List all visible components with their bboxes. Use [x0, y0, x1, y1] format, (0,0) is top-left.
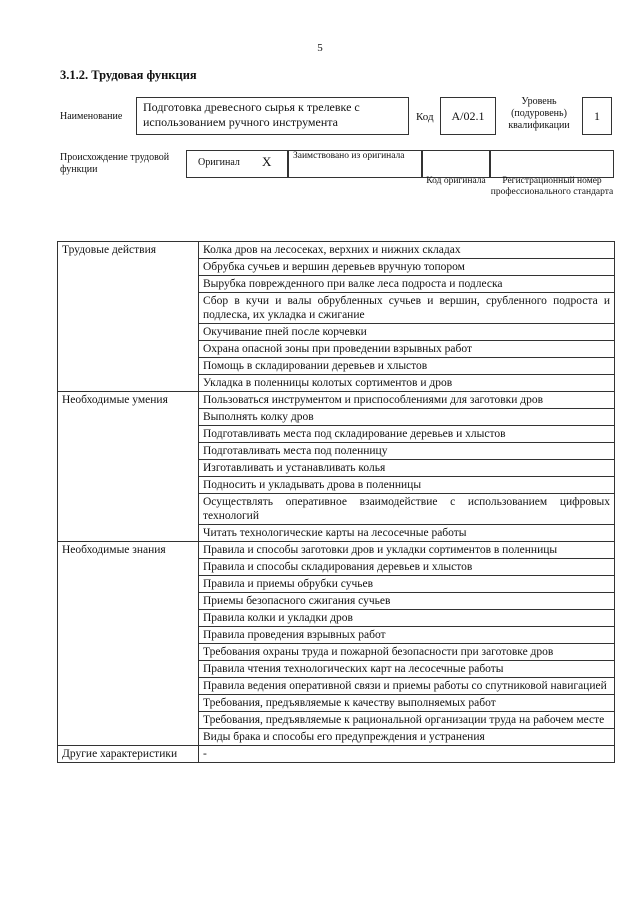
table-row — [58, 242, 615, 259]
item-cell: Подготавливать места под складирование деревьев и хлыстов — [199, 426, 615, 443]
item-cell: Осуществлять оперативное взаимодействие с использованием цифровых технологий — [199, 494, 615, 525]
name-box — [136, 97, 409, 135]
item-cell: Приемы безопасного сжигания сучьев — [199, 593, 615, 610]
page-number: 5 — [317, 42, 323, 54]
item-cell: Правила и способы складирования деревьев и хлыстов — [199, 559, 615, 576]
item-cell: Сбор в кучи и валы обрубленных сучьев и вершин, срубленного подроста и подлеска, их укладка и сжигание — [199, 293, 615, 324]
item-cell: Подготавливать места под поленницу — [199, 443, 615, 460]
level-value: 1 — [594, 109, 600, 123]
name-value: Подготовка древесного сырья к трелевке с использованием ручного инструмента — [143, 100, 360, 129]
item-cell: Охрана опасной зоны при проведении взрывных работ — [199, 341, 615, 358]
borrowed-label: Заимствовано из оригинала — [293, 151, 405, 161]
item-cell: Правила и способы заготовки дров и укладки сортиментов в поленницы — [199, 542, 615, 559]
item-cell: - — [199, 746, 615, 763]
category-cell: Трудовые действия — [58, 242, 199, 392]
category-cell: Необходимые умения — [58, 392, 199, 542]
origin-label: Происхождение трудовой функции — [60, 152, 170, 175]
item-cell: Пользоваться инструментом и приспособлениями для заготовки дров — [199, 392, 615, 409]
item-cell: Правила и приемы обрубки сучьев — [199, 576, 615, 593]
code-label: Код — [416, 111, 434, 123]
item-cell: Помощь в складировании деревьев и хлыстов — [199, 358, 615, 375]
item-cell: Правила ведения оперативной связи и приемы работы со спутниковой навигацией — [199, 678, 615, 695]
item-cell: Правила чтения технологических карт на лесосечные работы — [199, 661, 615, 678]
original-code-box — [422, 150, 490, 178]
table-row — [58, 542, 615, 559]
category-cell: Другие характеристики — [58, 746, 199, 763]
item-cell: Требования охраны труда и пожарной безопасности при заготовке дров — [199, 644, 615, 661]
item-cell: Изготавливать и устанавливать колья — [199, 460, 615, 477]
item-cell: Укладка в поленницы колотых сортиментов и дров — [199, 375, 615, 392]
level-label: Уровень (подуровень) квалификации — [508, 96, 570, 131]
item-cell: Подносить и укладывать дрова в поленницы — [199, 477, 615, 494]
table-row — [58, 392, 615, 409]
item-cell: Требования, предъявляемые к качеству выполняемых работ — [199, 695, 615, 712]
item-cell: Виды брака и способы его предупреждения и устранения — [199, 729, 615, 746]
function-table-body — [58, 242, 615, 763]
item-cell: Правила проведения взрывных работ — [199, 627, 615, 644]
code-box — [440, 97, 496, 135]
item-cell: Окучивание пней после корчевки — [199, 324, 615, 341]
item-cell: Требования, предъявляемые к рациональной организации труда на рабочем месте — [199, 712, 615, 729]
original-code-caption: Код оригинала — [426, 176, 486, 186]
reg-number-caption: Регистрационный номер профессионального стандарта — [490, 176, 614, 197]
function-table — [57, 241, 615, 763]
code-value: A/02.1 — [451, 109, 485, 123]
item-cell: Читать технологические карты на лесосечные работы — [199, 525, 615, 542]
original-label: Оригинал — [198, 157, 240, 168]
item-cell: Выполнять колку дров — [199, 409, 615, 426]
item-cell: Обрубка сучьев и вершин деревьев вручную топором — [199, 259, 615, 276]
section-title: 3.1.2. Трудовая функция — [60, 68, 197, 82]
original-mark: X — [262, 154, 272, 169]
name-label: Наименование — [60, 111, 123, 122]
table-row — [58, 746, 615, 763]
item-cell: Вырубка поврежденного при валке леса подроста и подлеска — [199, 276, 615, 293]
category-cell: Необходимые знания — [58, 542, 199, 746]
level-box — [582, 97, 612, 135]
item-cell: Колка дров на лесосеках, верхних и нижних складах — [199, 242, 615, 259]
reg-number-box — [490, 150, 614, 178]
item-cell: Правила колки и укладки дров — [199, 610, 615, 627]
